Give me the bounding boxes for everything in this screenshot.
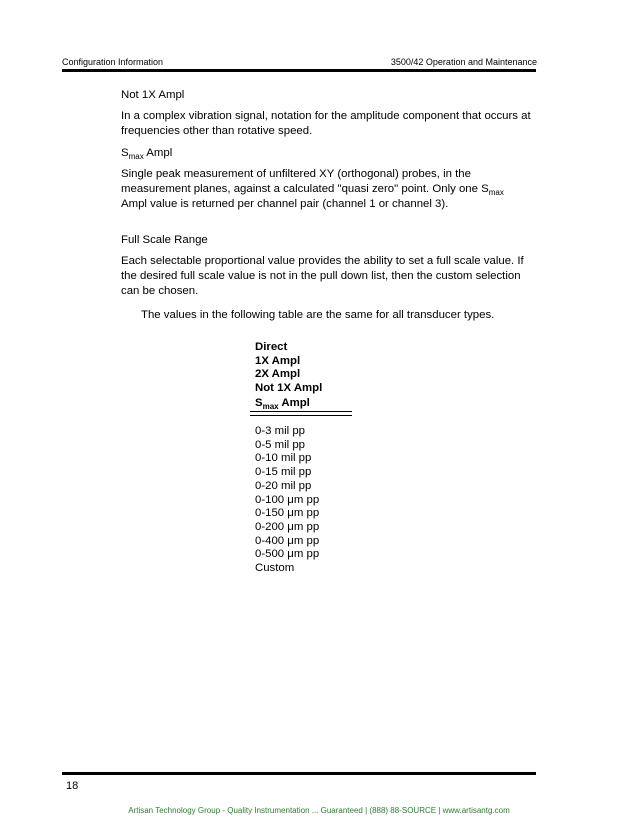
smax-heading-rest: Ampl <box>143 147 173 159</box>
section-heading-full-scale-range: Full Scale Range <box>121 234 208 246</box>
smax-text-b: Ampl value is returned per channel pair (channel 1 or channel 3). <box>121 198 449 210</box>
smax-heading-sub: max <box>128 152 144 161</box>
smax-header-sub: max <box>262 402 279 412</box>
range-table-values <box>255 425 319 576</box>
table-header-1x-ampl: 1X Ampl <box>255 354 301 367</box>
table-row: 0-10 mil pp <box>255 452 312 465</box>
smax-heading-main: S <box>121 147 129 159</box>
section-heading-smax-ampl <box>121 146 531 161</box>
table-row: 0-200 μm pp <box>255 520 320 533</box>
header-rule <box>62 69 536 72</box>
footer-promo-link[interactable]: Artisan Technology Group - Quality Instrumentation ... Guaranteed | (888) 88-SOURCE | www.artisantg.com <box>128 806 510 815</box>
table-row: 0-3 mil pp <box>255 425 306 437</box>
table-row: 0-5 mil pp <box>255 438 306 451</box>
table-header-direct: Direct <box>255 341 288 353</box>
table-header-smax-ampl <box>255 397 355 411</box>
range-table-header <box>255 341 355 411</box>
section-text-smax-ampl <box>121 167 531 212</box>
section-heading-not-1x-ampl: Not 1X Ampl <box>121 89 185 101</box>
smax-text-a: Single peak measurement of unfiltered XY (orthogonal) probes, in the measurement planes, against a calculated "quasi zero" point. Only one S <box>121 168 489 195</box>
smax-text-sub: max <box>488 188 504 197</box>
table-header-not-1x-ampl: Not 1X Ampl <box>255 381 323 394</box>
table-row: 0-150 μm pp <box>255 507 320 520</box>
smax-header-main: S <box>255 397 263 410</box>
table-row: 0-20 mil pp <box>255 479 312 492</box>
table-note: The values in the following table are the same for all transducer types. <box>141 309 495 321</box>
header-left-title: Configuration Information <box>62 57 164 67</box>
page-number: 18 <box>66 780 79 792</box>
table-row: Custom <box>255 562 295 575</box>
main-content <box>121 88 531 299</box>
smax-header-rest: Ampl <box>278 397 310 410</box>
table-header-2x-ampl: 2X Ampl <box>255 368 301 381</box>
table-row: 0-400 μm pp <box>255 534 320 547</box>
table-row: 0-100 μm pp <box>255 493 320 506</box>
table-row: 0-15 mil pp <box>255 466 312 479</box>
section-text-not-1x-ampl: In a complex vibration signal, notation for the amplitude component that occurs at frequencies other than rotative speed. <box>121 110 531 137</box>
section-text-full-scale-range: Each selectable proportional value provides the ability to set a full scale value. If the desired full scale value is not in the pull down list, then the custom selection can be chosen. <box>121 255 524 297</box>
header-right-title: 3500/42 Operation and Maintenance <box>390 57 537 67</box>
table-double-rule <box>250 411 352 416</box>
table-row: 0-500 μm pp <box>255 548 320 561</box>
footer-rule <box>62 772 536 775</box>
